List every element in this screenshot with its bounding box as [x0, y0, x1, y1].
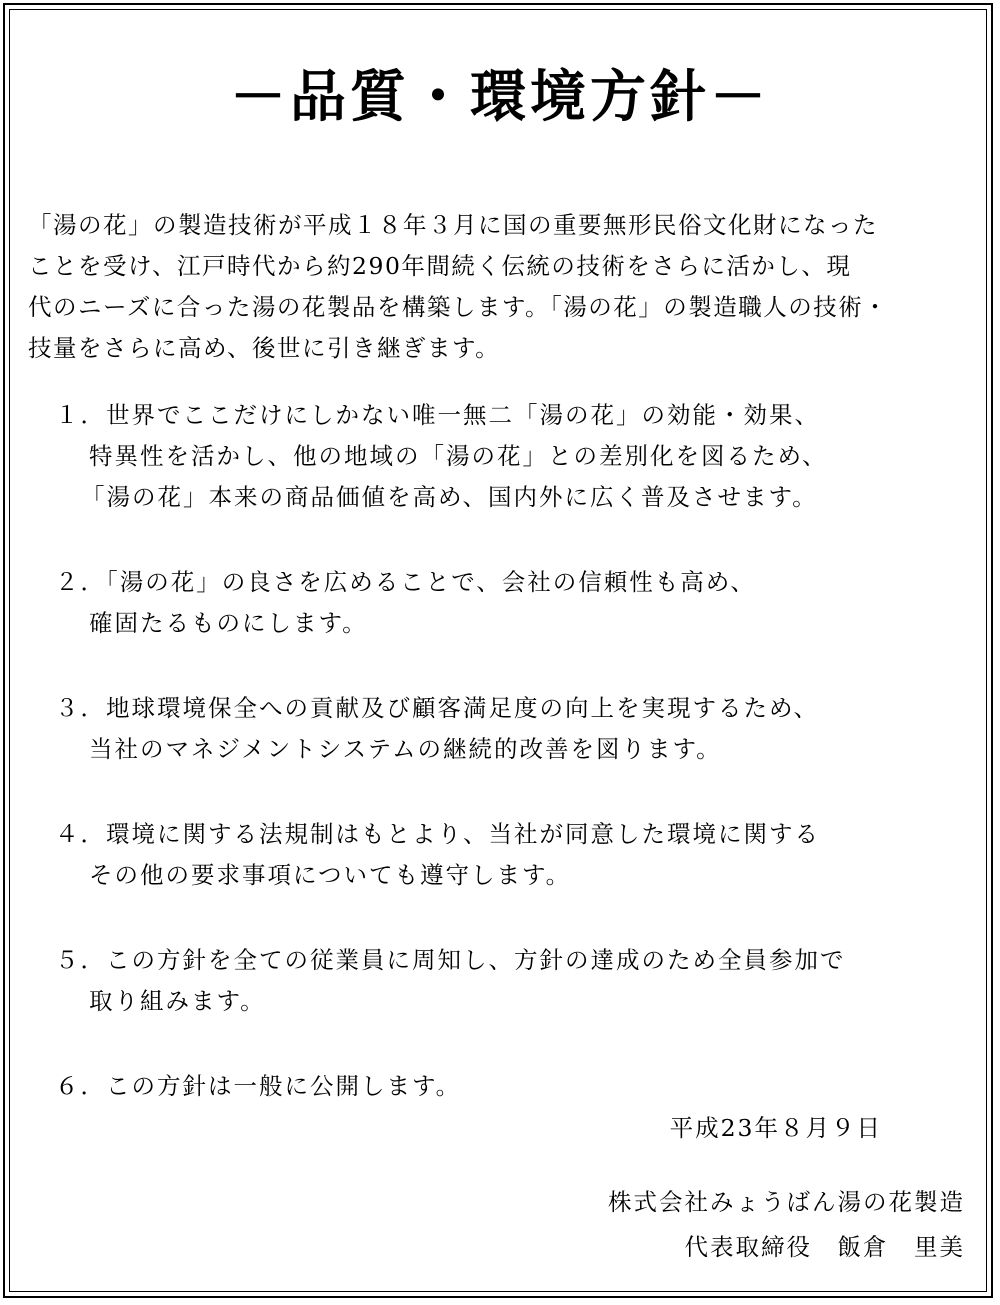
policy-item-6: [55, 1066, 975, 1107]
policy-list: [55, 395, 975, 1151]
representative-name: 代表取締役 飯倉 里美: [684, 1233, 965, 1261]
policy-item-first-line: ４．環境に関する法規制はもとより、当社が同意した環境に関する: [55, 820, 820, 848]
policy-item-first-line: １．世界でここだけにしかない唯一無二「湯の花」の効能・効果、: [55, 401, 820, 429]
policy-item-first-line: ５．この方針を全ての従業員に周知し、方針の達成のため全員参加で: [55, 946, 846, 974]
policy-item-first-line: ３．地球環境保全への貢献及び顧客満足度の向上を実現するため、: [55, 694, 820, 722]
intro-line: 技量をさらに高め、後世に引き継ぎます。: [28, 334, 501, 362]
intro-line: 代のニーズに合った湯の花製品を構築します。「湯の花」の製造職人の技術・: [28, 293, 889, 321]
signature-block: [608, 1180, 965, 1270]
policy-item-line: 「湯の花」本来の商品価値を高め、国内外に広く普及させます。: [81, 483, 818, 511]
policy-item-first-line: ６．この方針は一般に公開します。: [55, 1072, 462, 1100]
company-name: 株式会社みょうばん湯の花製造: [608, 1188, 965, 1216]
policy-item-line: 当社のマネジメントシステムの継続的改善を図ります。: [89, 735, 722, 763]
policy-item-2: [55, 562, 975, 644]
intro-paragraph: [28, 205, 988, 369]
policy-item-3: [55, 688, 975, 770]
policy-item-4: [55, 814, 975, 896]
issue-date: 平成23年８月９日: [669, 1114, 882, 1142]
policy-item-1: [55, 395, 975, 518]
page-title: －品質・環境方針－: [230, 64, 770, 130]
policy-item-5: [55, 940, 975, 1022]
intro-line: ことを受け、江戸時代から約290年間続く伝統の技術をさらに活かし、現: [28, 252, 852, 280]
policy-item-line: 取り組みます。: [89, 987, 266, 1015]
intro-line: 「湯の花」の製造技術が平成１８年３月に国の重要無形民俗文化財になった: [28, 211, 878, 239]
policy-item-line: その他の要求事項についても遵守します。: [89, 861, 572, 889]
policy-item-line: 特異性を活かし、他の地域の「湯の花」との差別化を図るため、: [89, 442, 828, 470]
policy-item-line: 確固たるものにします。: [89, 609, 368, 637]
policy-item-first-line: ２．「湯の花」の良さを広めることで、会社の信頼性も高め、: [55, 568, 756, 596]
